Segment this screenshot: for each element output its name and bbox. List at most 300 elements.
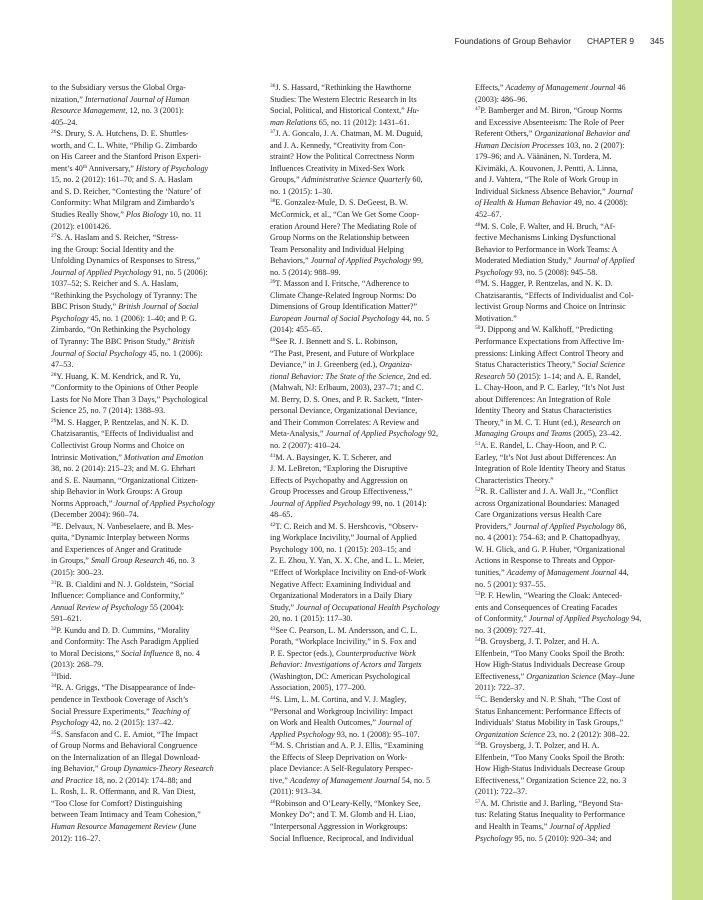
note-text: Collectivist Group Norms and Choice on [51,440,185,450]
running-head-title: Foundations of Group Behavior [454,36,571,46]
note-line [51,602,265,614]
italic-title: Social Science [577,360,625,370]
italic-title: Psychology [475,833,513,843]
note-line [51,301,265,313]
note-text: the Effects of Sleep Deprivation on Work- [270,752,408,762]
note-line [51,486,265,498]
note-line [270,752,466,764]
note-text: “Personal and Workgroup Incivility: Impact [270,706,413,716]
note-line [475,613,669,625]
italic-title: Social Influence [120,648,174,658]
italic-title: Plos Biology [125,210,168,220]
italic-title: Journal [607,186,633,196]
notes-column-1 [51,82,265,844]
note-text: 45, no. 1 (2006): 1–40; and P. G. [88,313,197,323]
note-text: Z. E. Zhou, Y. Yan, X. X. Che, and L. L. Meier, [270,556,425,566]
italic-title: of Health & Human Behavior [475,198,572,208]
note-text: no. 4 (2001): 754–63; and P. Chattopadhyay, [475,533,621,543]
italic-title: Applied Psychology [270,729,335,739]
note-line [270,232,466,244]
note-text: “Effect of Workplace Incivility on End-of-Work [270,567,427,577]
italic-title: Managing Groups and Teams [475,429,572,439]
note-line [51,394,265,406]
note-text: Status Enhancement: Performance Effects of [475,706,621,716]
note-line [51,659,265,671]
note-line [51,94,265,106]
note-line [51,706,265,718]
note-line [51,174,265,186]
note-text: 452–67. [475,210,502,220]
note-text: Earley, “It’s Not Just about Differences: An [475,452,617,462]
note-line [475,682,669,694]
note-number: 27 [51,233,57,240]
note-number: 32 [51,625,57,632]
note-text: Chatzisarantis, “Effects of Individualist and Col- [475,290,634,300]
note-text: Status Characteristics Theory,” [475,360,578,370]
running-head [370,36,664,46]
italic-title: Journal of Applied Psychology [51,267,152,277]
italic-title: Academy of Management Journal [505,83,616,92]
note-line [51,786,265,798]
note-text: S. Lim, L. M. Cortina, and V. J. Magley, [275,694,407,704]
note-text: Moderated Mediation Study,” [475,256,574,266]
note-line [51,428,265,440]
note-text: 50 (2015): 1–14; and A. E. Randel, [504,371,621,381]
note-text: ing the Group: Social Identity and the [51,244,174,254]
note-line [270,682,466,694]
note-line [475,544,669,556]
note-line [51,232,265,244]
note-line [51,440,265,452]
note-text: McCormick, et al., “Can We Get Some Coop- [270,210,420,220]
note-text: in Groups,” [51,556,91,566]
italic-title: Journal of Social Psychology [51,348,147,358]
note-text: and S. E. Naumann, “Organizational Citizen- [51,475,198,485]
note-number: 41 [270,452,276,459]
note-text: no. 5 (2001): 937–55. [475,579,546,589]
note-line [51,163,265,175]
note-text: no. 3 (2009): 727–41. [475,625,546,635]
note-line [51,798,265,810]
note-text: L. Chay-Hoon, and P. C. Earley, “It’s Not Just [475,383,625,393]
note-number: 37 [270,129,276,136]
italic-title: tional Behavior: The State of the Science [270,371,404,381]
note-line [51,336,265,348]
note-line [51,648,265,660]
note-text: 38, no. 2 (2014): 215–23; and M. G. Ehrhart [51,464,196,474]
note-number: 30 [51,521,57,528]
note-text: B. Groysberg, J. T. Polzer, and H. A. [480,741,600,751]
note-text: about Differences: An Integration of Role [475,394,611,404]
note-number: 51 [475,440,481,447]
note-line [51,197,265,209]
note-line [270,521,466,533]
italic-title: Journal of Applied [573,256,635,266]
note-text: Social Influence, Reciprocal, and Individual [270,833,414,843]
note-text: ment’s 40 [51,163,83,173]
note-text: Porath, “Workplace Incivility,” in S. Fox and [270,637,417,647]
note-text: How High-Status Individuals Decrease Group [475,764,625,774]
italic-title: Motivation and Emotion [123,452,204,462]
note-number: 45 [270,741,276,748]
note-text: BBC Prison Study,” [51,302,119,312]
note-text: tive,” [270,775,290,785]
note-text: Climate Change-Related Ingroup Norms: Do [270,290,417,300]
note-line [270,486,466,498]
note-text: Psychology 100, no. 1 (2015): 203–15; and [270,544,411,554]
note-line [270,775,466,787]
note-text: and Excessive Absenteeism: The Role of Peer [475,117,625,127]
note-line [270,209,466,221]
note-line [270,567,466,579]
italic-title: Annual Review of Psychology [51,602,148,612]
note-text: 2012): 116–27. [51,833,101,843]
note-number: 39 [270,279,276,286]
running-head-chapter: CHAPTER 9 [587,36,635,46]
note-text: and J. Vahtera, “The Role of Work Group in [475,175,619,185]
note-text: Intrinsic Motivation,” [51,452,124,462]
note-line [270,440,466,452]
italic-title: Small Group Research [90,556,165,566]
note-text: Meta-Analysis,” [270,429,326,439]
note-text: Conformity: What Milgram and Zimbardo’s [51,198,195,208]
note-text: 46 [615,83,626,92]
note-text: Care Organizations versus Health Care [475,510,602,520]
note-line [475,186,669,198]
note-line [51,567,265,579]
note-line [270,371,466,383]
italic-title: Journal of Occupational Health Psychology [296,602,440,612]
note-number: 29 [51,417,57,424]
note-text: Elfenbein, “Too Many Cooks Spoil the Broth: [475,752,625,762]
note-line [475,197,669,209]
note-line [51,579,265,591]
note-line [475,579,669,591]
note-text: 10, no. 11 [167,210,202,220]
note-line [475,117,669,129]
note-text: Kivimäki, A. Kouvonen, J. Pentti, A. Linna, [475,163,618,173]
note-text: Identity Theory and Status Characteristics [475,406,612,416]
note-text: Effectiveness,” [475,671,527,681]
note-text: 99, no. 1 (2014): [370,498,427,508]
italic-title: Teaching of [151,706,190,716]
note-text: P. E. Spector (eds.), [270,648,336,658]
italic-title: Psychology [475,267,513,277]
note-text: S. A. Haslam and S. Reicher, “Stress- [56,233,179,243]
note-line [475,209,669,221]
note-text: eration Around Here? The Mediating Role of [270,221,417,231]
note-text: and J. A. Kennedy, “Creativity from Con- [270,140,406,150]
note-line [475,636,669,648]
note-text: Deviance,” in J. Greenberg (ed.), [270,360,380,370]
note-line [475,221,669,233]
note-text: Studies Really Show,” [51,210,126,220]
note-line [270,452,466,464]
note-text: E. Gonzalez-Mule, D. S. DeGeest, B. W. [275,198,408,208]
note-line [475,763,669,775]
note-text: 93, no. 1 (2008): 95–107. [334,729,420,739]
note-text: 48–65. [270,510,293,520]
note-text: 8, no. 4 [173,648,200,658]
note-text: A. E. Randel, L. Chay-Hoon, and P. C. [480,440,607,450]
note-line [475,555,669,567]
note-text: Studies: The Western Electric Research in Its [270,94,417,104]
note-text: Effects of Psychopathy and Aggression on [270,475,408,485]
italic-title: Psychology [51,313,89,323]
note-text: “Rethinking the Psychology of Tyranny: The [51,290,198,300]
note-line [475,255,669,267]
note-line [51,498,265,510]
note-text: Norms Approach,” [51,498,115,508]
note-line [51,717,265,729]
italic-title: Journal of Applied Psychology [528,614,630,624]
note-text: no. 1 (2015): 1–30. [270,186,333,196]
note-line [475,105,669,117]
note-line [475,521,669,533]
note-number: 49 [475,279,481,286]
note-line [51,694,265,706]
note-text: T. C. Reich and M. S. Hershcovis, “Observ- [275,521,419,531]
note-text: straint? How the Political Correctness Norm [270,152,415,162]
note-line [475,833,669,845]
note-text: Team Personality and Individual Helping [270,244,404,254]
note-number: 43 [270,625,276,632]
note-line [475,348,669,360]
note-line [270,348,466,360]
note-line [51,255,265,267]
note-line [270,636,466,648]
note-text: P. F. Hewlin, “Wearing the Cloak: Anteced- [480,591,622,601]
note-number: 34 [51,683,57,690]
note-text: Chatzisarantis, “Effects of Individualist and [51,429,194,439]
note-line [475,163,669,175]
note-text: Y. Huang, K. M. Kendrick, and R. Yu, [56,371,181,381]
note-line [475,151,669,163]
italic-title: Organizational Behavior and [534,129,630,139]
note-line [51,209,265,221]
note-line [475,740,669,752]
note-text: on Work and Health Outcomes,” [270,718,378,728]
note-number: 35 [51,729,57,736]
italic-title: Psychology [51,718,89,728]
italic-title: man Relations [270,117,317,127]
note-number: 55 [475,694,481,701]
note-line [270,405,466,417]
note-text: across Organizational Boundaries: Managed [475,498,620,508]
note-line [270,82,466,94]
note-text: (2005), 23–42. [571,429,622,439]
note-line [270,140,466,152]
note-line [475,590,669,602]
note-line [51,140,265,152]
note-text: fective Mechanisms Linking Dysfunctional [475,233,617,243]
note-line [475,671,669,683]
note-text: 92, [425,429,438,439]
italic-title: Journal of Applied Psychology [513,521,615,531]
note-line [475,244,669,256]
note-text: 44, no. 5 [399,313,430,323]
note-line [270,359,466,371]
notes-column-3 [475,82,669,844]
italic-title: Research [475,371,505,381]
note-text: Behavior to Performance in Work Teams: A [475,244,618,254]
note-line [475,301,669,313]
italic-title: Journal of Applied Psychology [310,256,411,266]
note-line [475,417,669,429]
italic-title: Human Resource Management Review [51,822,177,831]
note-line [475,140,669,152]
note-line [270,163,466,175]
note-line [270,763,466,775]
note-line [51,544,265,556]
note-text: ship Behavior in Work Groups: A Group [51,487,183,497]
note-text: (2011): 913–34. [270,787,323,797]
italic-title: and Practice [51,775,93,785]
italic-title: European Journal of Social Psychology [270,313,400,323]
note-line [270,94,466,106]
note-line [270,417,466,429]
note-text: 45, no. 1 (2006): [146,348,203,358]
note-text: M. S. Christian and A. P. J. Ellis, “Examining [275,741,424,751]
note-line [51,128,265,140]
note-line [475,809,669,821]
note-text: Zimbardo, “On Rethinking the Psychology [51,325,191,335]
note-line [270,221,466,233]
italic-title: Counterproductive Work [335,648,416,658]
note-line [51,821,265,833]
note-text: (2015): 300–23. [51,567,104,577]
note-text: between Team Intimacy and Team Cohesion,” [51,810,201,820]
note-text: Ibid. [56,671,72,681]
note-line [51,313,265,325]
note-text: See C. Pearson, L. M. Andersson, and C. L. [275,625,418,635]
note-line [475,729,669,741]
note-number: 42 [270,521,276,528]
note-line [270,394,466,406]
note-text: How High-Status Individuals Decrease Group [475,660,625,670]
note-number: 33 [51,671,57,678]
note-text: E. Delvaux, N. Vanbeselaere, and B. Mes- [56,521,194,531]
note-text: 179–96; and A. Väänänen, N. Tordera, M. [475,152,612,162]
note-line [270,579,466,591]
note-text: on His Career and the Stanford Prison Experi- [51,152,202,162]
note-line [270,313,466,325]
note-text: (December 2004): 960–74. [51,510,139,520]
note-text: ing Behavior,” [51,764,101,774]
note-text: Referent Others,” [475,129,535,139]
note-number: 36 [270,83,276,89]
note-line [475,440,669,452]
italic-title: Journal of Applied [549,822,611,831]
note-line [270,128,466,140]
note-line [51,359,265,371]
note-line [51,267,265,279]
note-text: P. Kundu and D. D. Cummins, “Morality [56,625,190,635]
note-line [51,151,265,163]
note-text: M. Berry, D. S. Ones, and P. R. Sackett, “Inter- [270,394,423,404]
note-number: 48 [475,221,481,228]
note-text: Groups,” [270,175,302,185]
italic-title: Journal of Applied Psychology [114,498,215,508]
note-text: , 2nd ed. [403,371,432,381]
note-text: 46, no. 3 [164,556,195,566]
note-line [475,452,669,464]
note-line [270,798,466,810]
note-text: Theory,” in M. C. T. Hunt (ed.), [475,417,581,427]
note-line [51,740,265,752]
note-text: 55 (2004): [147,602,184,612]
note-line [51,671,265,683]
note-text: Individuals’ Status Mobility in Task Groups,” [475,718,624,728]
note-number: 54 [475,637,481,644]
italic-title: Group Dynamics-Theory Research [100,764,214,774]
note-text: S. Sansfacon and C. E. Amiot, “The Impact [56,729,198,739]
note-number: 38 [270,198,276,205]
note-text: of Tyranny: The BBC Prison Study,” [51,337,173,347]
note-line [270,498,466,510]
italic-title: Organization Science [526,671,597,681]
note-line [475,82,669,94]
note-text: (Washington, DC: American Psychological [270,671,411,681]
note-text: and Their Common Correlates: A Review and [270,417,419,427]
note-number: 53 [475,591,481,598]
note-text: (2013): 268–79. [51,660,104,670]
note-number: 28 [51,371,57,378]
note-text: pressions: Linking Affect Control Theory and [475,348,624,358]
note-text: to the Subsidiary versus the Global Orga- [51,83,186,92]
note-number: 52 [475,487,481,494]
note-line [270,463,466,475]
note-text: personal Deviance, Organizational Deviance, [270,406,418,416]
italic-title: Human Decision Processes [475,140,565,150]
note-line [270,821,466,833]
note-text: and S. D. Reicher, “Contesting the ‘Nature’ of [51,186,201,196]
note-text: Influences Creativity in Mixed-Sex Work [270,163,405,173]
note-text: lectivist Group Norms and Choice on Intrinsic [475,302,626,312]
note-text: worth, and C. L. White, “Philip G. Zimbardo [51,140,198,150]
note-line [51,221,265,233]
note-text: R. A. Griggs, “The Disappearance of Inde- [56,683,196,693]
note-text: to Moral Decisions,” [51,648,121,658]
note-text: 103, no. 2 (2007): [564,140,625,150]
note-text: J. M. LeBreton, “Exploring the Disruptive [270,464,408,474]
note-text: J. S. Hassard, “Rethinking the Hawthorne [275,83,412,92]
note-line [270,602,466,614]
note-text: M. A. Baysinger, K. T. Scherer, and [275,452,392,462]
note-text: Performance Expectations from Affective Im- [475,337,625,347]
note-line [270,267,466,279]
note-line [475,313,669,325]
note-text: 65, no. 11 (2012): 1431–61. [316,117,410,127]
note-line [475,371,669,383]
note-line [270,625,466,637]
note-line [51,613,265,625]
note-line [51,532,265,544]
note-line [270,590,466,602]
note-line [51,452,265,464]
note-line [475,232,669,244]
italic-title: British [172,337,195,347]
note-text: Characteristics Theory.” [475,475,554,485]
note-text: 2011): 722–37. [475,683,525,693]
note-text: no. 5 (2014): 988–99. [270,267,341,277]
note-line [270,336,466,348]
note-line [270,244,466,256]
note-text: Influence: Compliance and Conformity,” [51,591,185,601]
note-text: T. Masson and I. Fritsche, “Adherence to [275,279,410,289]
note-line [270,544,466,556]
note-text: L. Rosh, L. R. Offermann, and R. Van Diest, [51,787,196,797]
